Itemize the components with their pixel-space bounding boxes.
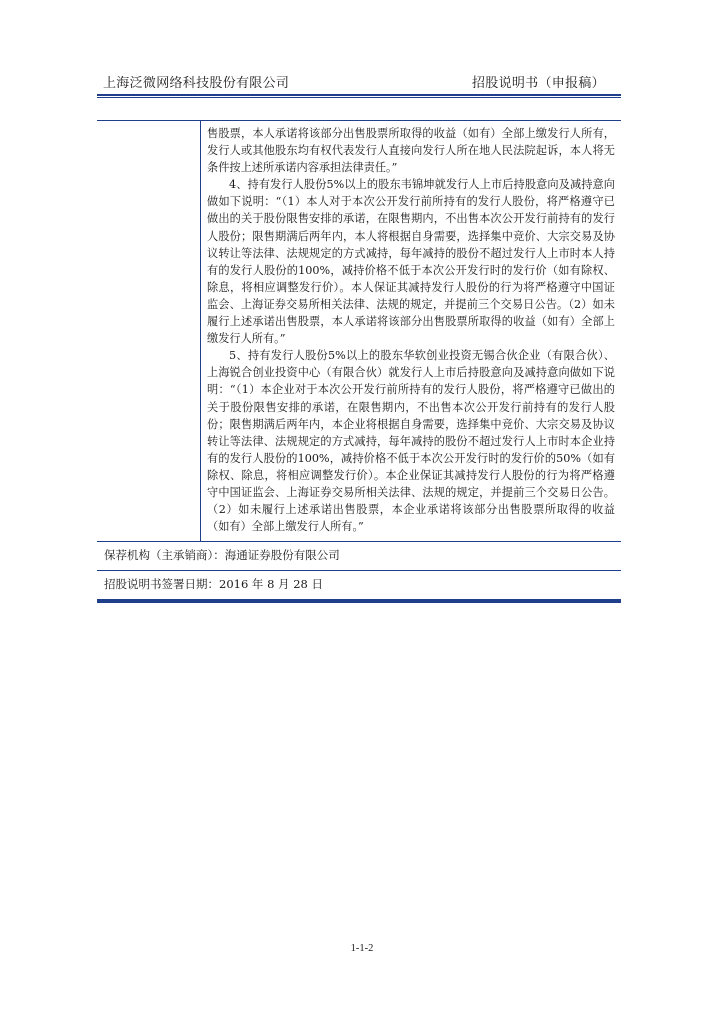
sponsor-row [97,542,621,571]
sponsor-text: 保荐机构（主承销商）：海通证券股份有限公司 [104,548,340,562]
row-label-cell [97,121,201,541]
commitment-paragraph: 售股票，本人承诺将该部分出售股票所取得的收益（如有）全部上缴发行人所有，发行人或其他股东均有权代表发行人直接向发行人所在地人民法院起诉，本人将无条件按上述所承诺内容承担法律责任。” [207,127,615,175]
header-rule [97,97,621,98]
info-table [97,120,621,600]
commitment-row [97,120,621,542]
document-title: 招股说明书（申报稿） [471,76,605,91]
company-name: 上海泛微网络科技股份有限公司 [103,76,290,91]
commitment-text-cell [207,125,615,535]
page-number: 1-1-2 [350,943,374,954]
commitment-paragraph: 5、持有发行人股份5%以上的股东华软创业投资无锡合伙企业（有限合伙）、上海锐合创业投资中心（有限合伙）就发行人上市后持股意向及减持意向做如下说明：“（1）本企业对于本次公开发行前所持有的发行人股份，将严格遵守已做出的关于股份限售安排的承诺，在限售期内，不出售本次公开发行前持有的发行人股份；限售期满后两年内，本企业将根据自身需要，选择集中竞价、大宗交易及协议转让等法律、法规规定的方式减持，每年减持的股份不超过发行人上市时本企业持有的发行人股份的100%，减持价格不低于本次公开发行时的发行价的50%（如有除权、除息，将相应调整发行价）。本企业保证其减持发行人股份的行为将严格遵守中国证监会、上海证券交易所相关法律、法规的规定，并提前三个交易日公告。（2）如未履行上述承诺出售股票，本企业承诺将该部分出售股票所取得的收益（如有）全部上缴发行人所有。” [207,349,615,534]
sign-date-text: 招股说明书签署日期：2016 年 8 月 28 日 [104,577,323,591]
commitment-paragraph: 4、持有发行人股份5%以上的股东韦锦坤就发行人上市后持股意向及减持意向做如下说明：“（1）本人对于本次公开发行前所持有的发行人股份，将严格遵守已做出的关于股份限售安排的承诺，在限售期内，不出售本次公开发行前持有的发行人股份；限售期满后两年内，本人将根据自身需要，选择集中竞价、大宗交易及协议转让等法律、法规规定的方式减持，每年减持的股份不超过发行人上市时本人持有的发行人股份的100%，减持价格不低于本次公开发行时的发行价（如有除权、除息，将相应调整发行价）。本人保证其减持发行人股份的行为将严格遵守中国证监会、上海证券交易所相关法律、法规的规定，并提前三个交易日公告。（2）如未履行上述承诺出售股票，本人承诺将该部分出售股票所取得的收益（如有）全部上缴发行人所有。” [207,178,615,346]
sign-date-row [97,571,621,600]
page-header [97,68,621,96]
table-bottom-rule [97,600,621,603]
